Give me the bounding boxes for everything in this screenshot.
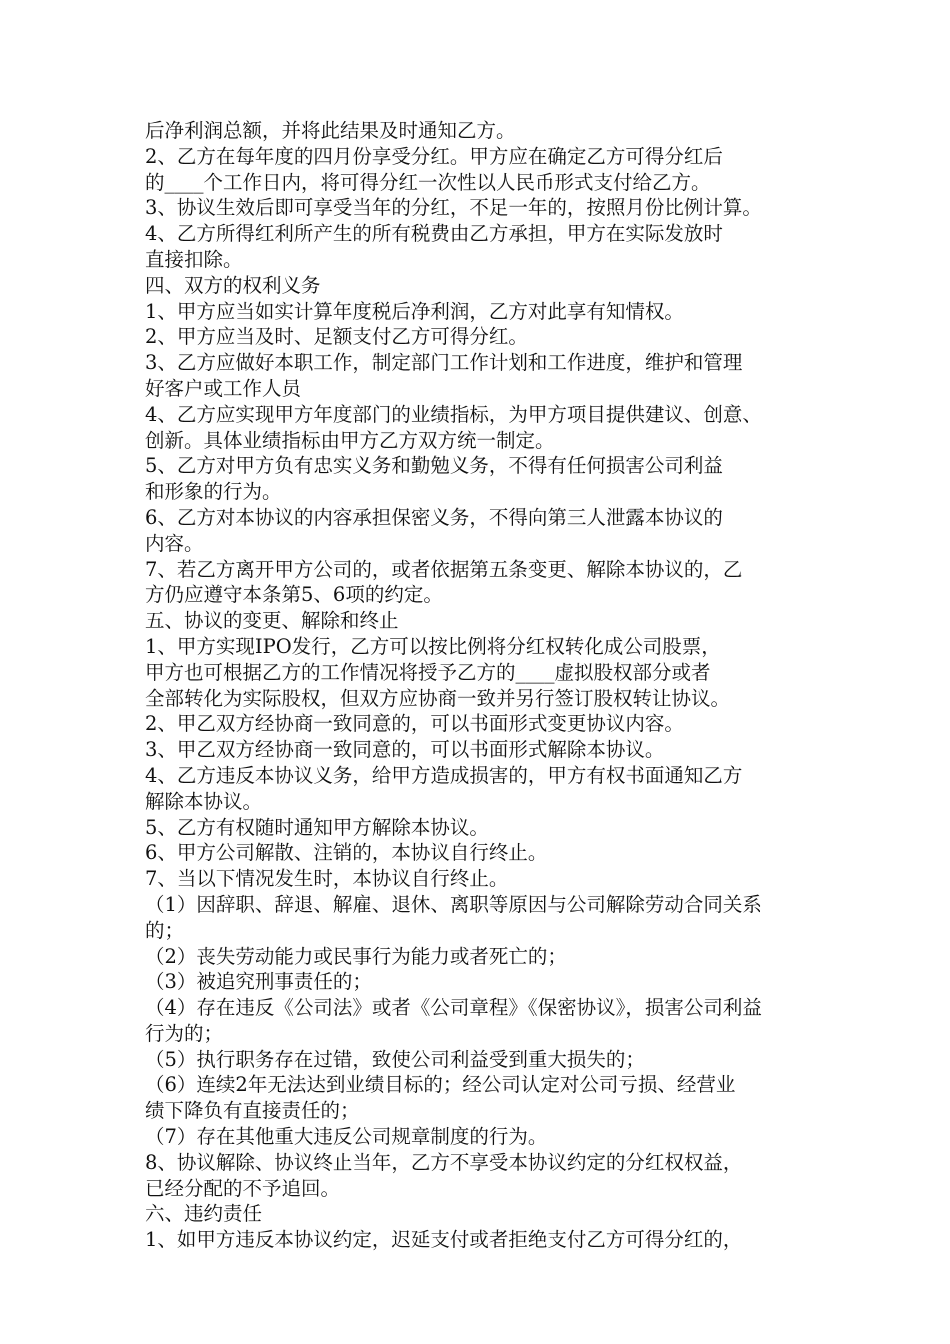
text-line: （2）丧失劳动能力或民事行为能力或者死亡的； xyxy=(145,944,567,968)
text-line: 2、乙方在每年度的四月份享受分红。甲方应在确定乙方可得分红后 xyxy=(145,144,723,168)
text-line: 解除本协议。 xyxy=(145,789,263,813)
text-line: 1、如甲方违反本协议约定，迟延支付或者拒绝支付乙方可得分红的， xyxy=(145,1228,743,1252)
text-line: 创新。具体业绩指标由甲方乙方双方统一制定。 xyxy=(145,428,555,452)
text-line: （4）存在违反《公司法》或者《公司章程》《保密协议》，损害公司利益 xyxy=(145,996,762,1020)
text-line: 方仍应遵守本条第5、6项的约定。 xyxy=(145,583,443,607)
text-line: 和形象的行为。 xyxy=(145,480,282,504)
text-line: 7、当以下情况发生时，本协议自行终止。 xyxy=(145,867,509,891)
text-line: 已经分配的不予追回。 xyxy=(145,1176,341,1200)
text-line: （7）存在其他重大违反公司规章制度的行为。 xyxy=(145,1125,548,1149)
text-line: 3、甲乙双方经协商一致同意的，可以书面形式解除本协议。 xyxy=(145,738,665,762)
text-line: 3、乙方应做好本职工作，制定部门工作计划和工作进度，维护和管理 xyxy=(145,351,743,375)
text-line: 4、乙方应实现甲方年度部门的业绩指标，为甲方项目提供建议、创意、 xyxy=(145,402,762,426)
text-line: 4、乙方所得红利所产生的所有税费由乙方承担，甲方在实际发放时 xyxy=(145,222,723,246)
text-line: 3、协议生效后即可享受当年的分红，不足一年的，按照月份比例计算。 xyxy=(145,196,762,220)
text-line: 全部转化为实际股权，但双方应协商一致并另行签订股权转让协议。 xyxy=(145,686,731,710)
text-line: 7、若乙方离开甲方公司的，或者依据第五条变更、解除本协议的，乙 xyxy=(145,557,743,581)
text-line: 的____个工作日内，将可得分红一次性以人民币形式支付给乙方。 xyxy=(145,170,711,194)
text-line: （3）被追究刑事责任的； xyxy=(145,970,372,994)
text-line: 5、乙方对甲方负有忠实义务和勤勉义务，不得有任何损害公司利益 xyxy=(145,454,723,478)
text-line: 甲方也可根据乙方的工作情况将授予乙方的____虚拟股权部分或者 xyxy=(145,660,711,684)
text-line: 2、甲方应当及时、足额支付乙方可得分红。 xyxy=(145,325,528,349)
text-line: 绩下降负有直接责任的； xyxy=(145,1099,360,1123)
section-heading: 四、双方的权利义务 xyxy=(145,273,321,297)
text-line: 4、乙方违反本协议义务，给甲方造成损害的，甲方有权书面通知乙方 xyxy=(145,763,743,787)
text-line: 1、甲方应当如实计算年度税后净利润，乙方对此享有知情权。 xyxy=(145,299,684,323)
text-line: 1、甲方实现IPO发行，乙方可以按比例将分红权转化成公司股票， xyxy=(145,634,721,658)
text-line: （5）执行职务存在过错，致使公司利益受到重大损失的； xyxy=(145,1047,645,1071)
section-heading: 六、违约责任 xyxy=(145,1202,263,1226)
section-heading: 五、协议的变更、解除和终止 xyxy=(145,609,399,633)
text-line: 2、甲乙双方经协商一致同意的，可以书面形式变更协议内容。 xyxy=(145,712,684,736)
text-line: 5、乙方有权随时通知甲方解除本协议。 xyxy=(145,815,489,839)
text-line: 好客户或工作人员 xyxy=(145,376,302,400)
text-line: （1）因辞职、辞退、解雇、退休、离职等原因与公司解除劳动合同关系 xyxy=(145,892,762,916)
text-line: 内容。 xyxy=(145,531,204,555)
text-line: 直接扣除。 xyxy=(145,247,243,271)
text-line: 后净利润总额，并将此结果及时通知乙方。 xyxy=(145,119,516,142)
text-line: 8、协议解除、协议终止当年，乙方不享受本协议约定的分红权权益， xyxy=(145,1150,743,1174)
text-line: 行为的； xyxy=(145,1021,224,1045)
text-line: 6、乙方对本协议的内容承担保密义务，不得向第三人泄露本协议的 xyxy=(145,505,723,529)
document-body xyxy=(145,118,825,1253)
text-line: 6、甲方公司解散、注销的，本协议自行终止。 xyxy=(145,841,548,865)
text-line: （6）连续2年无法达到业绩目标的；经公司认定对公司亏损、经营业 xyxy=(145,1073,736,1097)
text-line: 的； xyxy=(145,918,185,942)
